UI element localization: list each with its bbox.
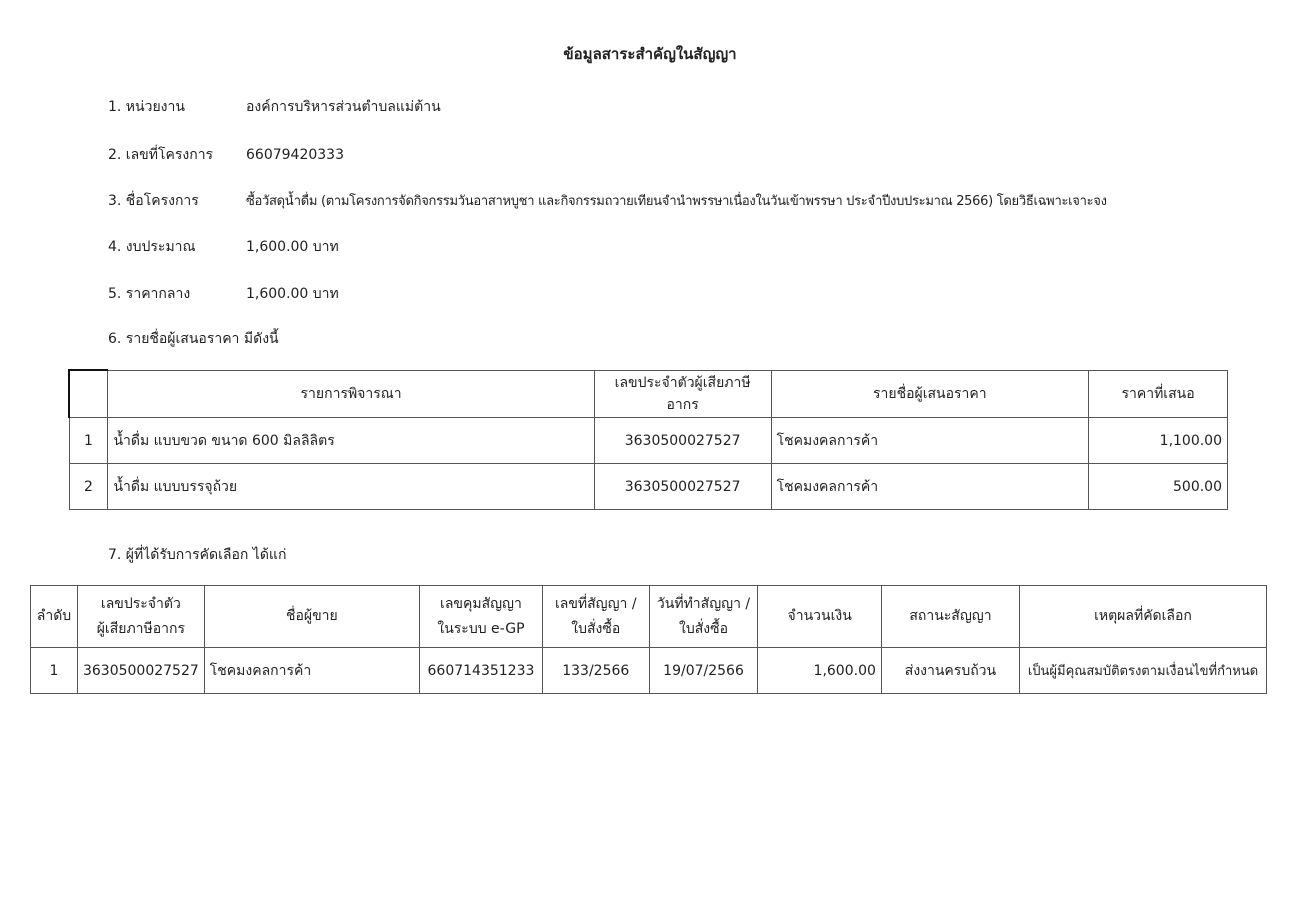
cell-price: 1,100.00 [1089,418,1228,464]
header-line: เลขที่สัญญา / [554,595,637,612]
header-cell-reason: เหตุผลที่คัดเลือก [1020,586,1267,648]
cell-item: น้ำดื่ม แบบบรรจุถ้วย [108,464,594,510]
field-label: 3. ชื่อโครงการ [108,193,199,209]
cell-item: น้ำดื่ม แบบขวด ขนาด 600 มิลลิลิตร [108,418,594,464]
field-value: 1,600.00 บาท [246,286,339,302]
header-cell-contract-no [542,586,649,648]
table-row [31,648,1267,694]
field-label: 2. เลขที่โครงการ [108,147,214,163]
table-row [69,418,1228,464]
header-line: เลขคุมสัญญา [440,595,522,612]
section7-heading: 7. ผู้ที่ได้รับการคัดเลือก ได้แก่ [108,547,287,563]
cell-tax-id: 3630500027527 [594,464,771,510]
header-cell-bidder: รายชื่อผู้เสนอราคา [771,370,1089,418]
table-row [69,464,1228,510]
header-cell-item: รายการพิจารณา [108,370,594,418]
header-cell-date [649,586,758,648]
field-project-name [108,190,1107,212]
field-value: 66079420333 [246,147,344,163]
cell-seller: โชคมงคลการค้า [204,648,419,694]
cell-price: 500.00 [1089,464,1228,510]
header-line: ใบสั่งซื้อ [679,620,729,637]
field-reference-price [108,283,339,305]
field-label: 1. หน่วยงาน [108,99,185,115]
cell-egp: 660714351233 [419,648,542,694]
field-budget [108,236,339,258]
header-cell-amount: จำนวนเงิน [758,586,881,648]
header-line: เลขประจำตัว [100,595,181,612]
cell-status: ส่งงานครบถ้วน [881,648,1019,694]
header-line: ผู้เสียภาษีอากร [96,620,186,637]
cell-reason: เป็นผู้มีคุณสมบัติตรงตามเงื่อนไขที่กำหนด [1020,648,1267,694]
cell-tax-id: 3630500027527 [594,418,771,464]
field-label: 4. งบประมาณ [108,239,196,255]
cell-bidder: โชคมงคลการค้า [771,464,1089,510]
table-header-row [31,586,1267,648]
bidders-table [68,369,1228,510]
header-line: ใบสั่งซื้อ [571,620,621,637]
header-cell-status: สถานะสัญญา [881,586,1019,648]
table-header-row [69,370,1228,418]
cell-no: 2 [69,464,108,510]
field-agency [108,96,441,118]
field-value: องค์การบริหารส่วนตำบลแม่ต้าน [246,99,441,115]
header-line: ในระบบ e-GP [437,620,525,637]
header-cell-no [69,370,108,418]
cell-order: 1 [31,648,78,694]
header-cell-seller: ชื่อผู้ขาย [204,586,419,648]
field-project-number [108,144,344,166]
selected-vendor-table [30,585,1267,694]
cell-contract-no: 133/2566 [542,648,649,694]
cell-amount: 1,600.00 [758,648,881,694]
section6-heading: 6. รายชื่อผู้เสนอราคา มีดังนี้ [108,331,279,347]
header-cell-tax-id: เลขประจำตัวผู้เสียภาษีอากร [594,370,771,418]
field-value: 1,600.00 บาท [246,239,339,255]
cell-date: 19/07/2566 [649,648,758,694]
header-cell-order: ลำดับ [31,586,78,648]
header-cell-tax-id [77,586,204,648]
document-title: ข้อมูลสาระสำคัญในสัญญา [563,45,737,63]
header-cell-price: ราคาที่เสนอ [1089,370,1228,418]
header-line: วันที่ทำสัญญา / [656,595,751,612]
field-value: ซื้อวัสดุน้ำดื่ม (ตามโครงการจัดกิจกรรมวันอาสาหบูชา และกิจกรรมถวายเทียนจำนำพรรษาเนื่องในวันเข้าพรรษา ประจำปีงบประมาณ 2566) โดยวิธีเฉพาะเจาะจง [246,194,1107,209]
header-cell-egp [419,586,542,648]
cell-no: 1 [69,418,108,464]
cell-tax-id: 3630500027527 [77,648,204,694]
cell-bidder: โชคมงคลการค้า [771,418,1089,464]
field-label: 5. ราคากลาง [108,286,191,302]
